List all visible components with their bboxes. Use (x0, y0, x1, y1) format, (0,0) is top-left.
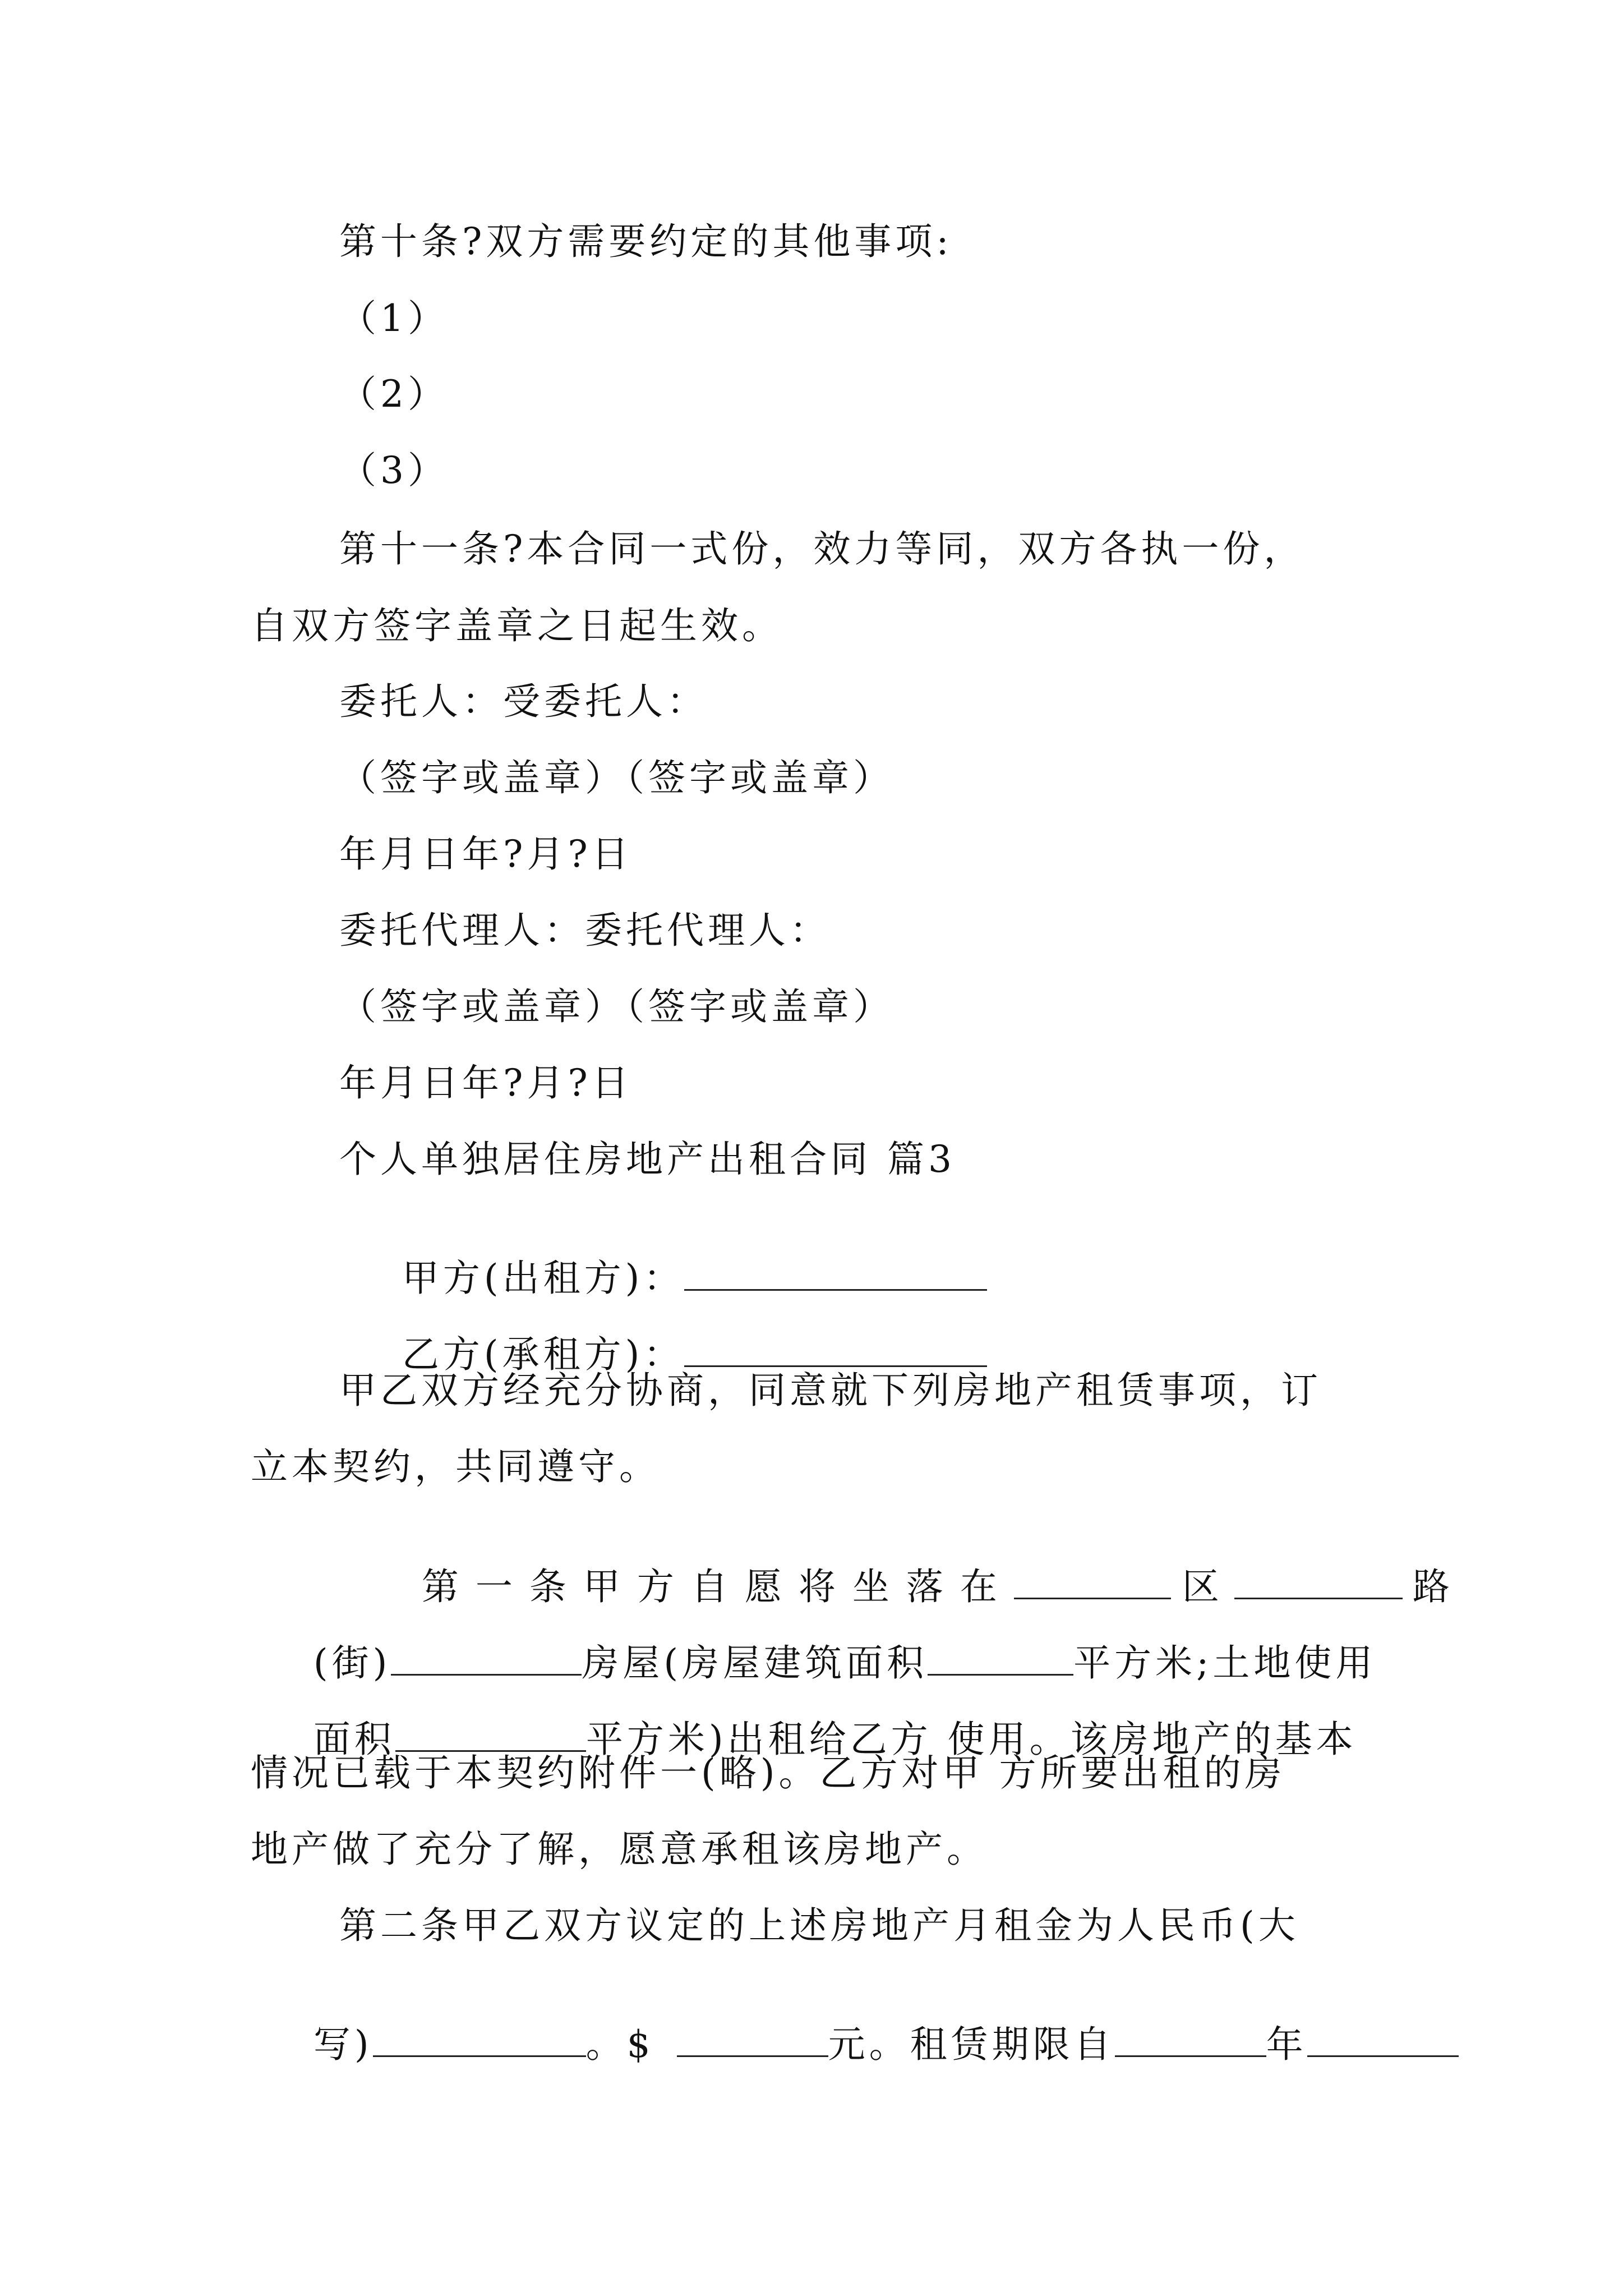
rent-amount-blank (677, 2021, 828, 2057)
article-2-text-b: 。$ (585, 2023, 654, 2066)
list-item-2: （2） (339, 372, 449, 416)
agent-label: 委托代理人：委托代理人： (339, 909, 831, 952)
party-b-label: 乙方(承租方)： (402, 1333, 685, 1376)
district-blank (1014, 1563, 1171, 1599)
rent-words-blank (373, 2021, 586, 2057)
article-1-text-g: 面积 (313, 1718, 395, 1761)
signature-note-1: （签字或盖章）（签字或盖章） (339, 756, 894, 799)
preamble-line2: 立本契约，共同遵守。 (251, 1445, 660, 1488)
start-month-blank (1307, 2021, 1459, 2057)
article-2-text-a: 写) (313, 2023, 373, 2066)
list-item-3: （3） (339, 449, 449, 492)
article-1-text-d: (街) (313, 1641, 391, 1685)
start-year-blank (1115, 2021, 1266, 2057)
party-b-blank (684, 1331, 987, 1367)
article-1-line4: 情况已载于本契约附件一(略)。乙方对甲 方所要出租的房 (251, 1751, 1286, 1795)
article-1-line5: 地产做了充分了解，愿意承租该房地产。 (251, 1828, 988, 1871)
article-2-line2 (251, 1984, 1459, 2100)
section-title: 个人单独居住房地产出租合同 篇3 (339, 1138, 956, 1181)
article-1-text-e: 房屋(房屋建筑面积 (582, 1641, 928, 1685)
article-1-text-h: 平方米)出租给乙方 使用。该房地产的基本 (585, 1718, 1357, 1761)
road-blank (1234, 1563, 1403, 1599)
list-item-1: （1） (339, 297, 449, 340)
street-blank (391, 1639, 582, 1676)
article-1-text-a: 第一条甲方自愿将坐落在 (421, 1565, 1014, 1608)
article-1-text-f: 平方米;土地使用 (1073, 1641, 1377, 1685)
article-11-line2: 自双方签字盖章之日起生效。 (251, 604, 783, 647)
article-11-line1: 第十一条?本合同一式份，效力等同，双方各执一份， (339, 527, 1305, 570)
preamble-line1: 甲乙双方经充分协商，同意就下列房地产租赁事项，订 (339, 1369, 1322, 1412)
article-10-heading: 第十条?双方需要约定的其他事项: (339, 220, 953, 263)
article-2-text-d: 年 (1266, 2023, 1307, 2066)
article-2-text-c: 元。租赁期限自 (828, 2023, 1115, 2066)
building-area-blank (928, 1639, 1073, 1676)
signature-note-2: （签字或盖章）（签字或盖章） (339, 985, 894, 1028)
principal-label: 委托人：受委托人： (339, 680, 708, 723)
party-a-blank (684, 1254, 987, 1291)
article-2-line1: 第二条甲乙双方议定的上述房地产月租金为人民币(大 (339, 1904, 1299, 1947)
date-line-2: 年月日年?月?日 (339, 1061, 633, 1105)
date-line-1: 年月日年?月?日 (339, 832, 633, 876)
land-area-blank (395, 1715, 586, 1752)
article-1-text-c: 路 (1412, 1565, 1454, 1608)
party-a-label: 甲方(出租方)： (402, 1257, 685, 1300)
article-1-text-b: 区 (1182, 1565, 1223, 1608)
